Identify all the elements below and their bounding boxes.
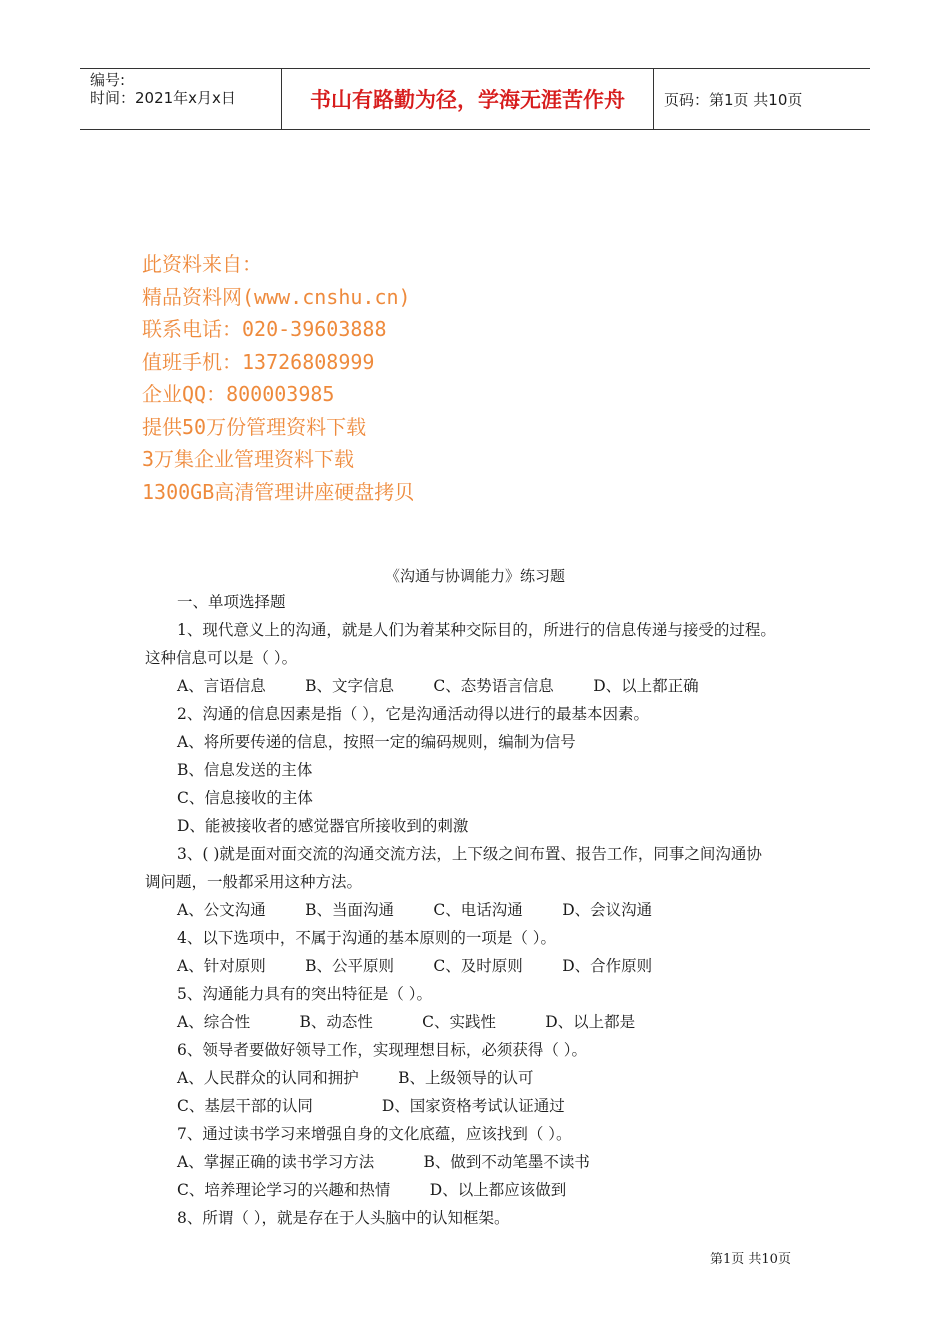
question-line: 2、沟通的信息因素是指（ ），它是沟通活动得以进行的最基本因素。 — [177, 705, 650, 723]
option-line: D、能被接收者的感觉器官所接收到的刺激 — [177, 817, 469, 835]
option-line: B、信息发送的主体 — [177, 761, 313, 779]
header-meta — [80, 69, 282, 129]
options-line: C、培养理论学习的兴趣和热情 D、以上都应该做到 — [177, 1181, 567, 1199]
question-line: 3、( )就是面对面交流的沟通交流方法，上下级之间布置、报告工作，同事之间沟通协 — [177, 845, 762, 863]
question-line: 1、现代意义上的沟通，就是人们为着某种交际目的，所进行的信息传递与接受的过程。 — [177, 621, 776, 639]
option-line: A、将所要传递的信息，按照一定的编码规则，编制为信号 — [177, 733, 576, 751]
header-number-label: 编号: — [90, 71, 126, 89]
header-time: 时间：2021年x月x日 — [90, 89, 236, 107]
ad-line: 此资料来自： — [142, 252, 262, 276]
question-line: 这种信息可以是（ ）。 — [145, 649, 298, 667]
question-line: 5、沟通能力具有的突出特征是（ ）。 — [177, 985, 433, 1003]
ad-line: 3万集企业管理资料下载 — [142, 447, 355, 471]
ad-line: 提供50万份管理资料下载 — [142, 414, 367, 439]
header-motto: 书山有路勤为径，学海无涯苦作舟 — [282, 69, 654, 129]
options-line: A、人民群众的认同和拥护 B、上级领导的认可 — [177, 1069, 534, 1087]
document-title: 《沟通与协调能力》练习题 — [384, 567, 565, 585]
question-line: 7、通过读书学习来增强自身的文化底蕴，应该找到（ ）。 — [177, 1125, 572, 1143]
ad-line: 精品资料网(www.cnshu.cn) — [142, 284, 411, 309]
options-line: C、基层干部的认同 D、国家资格考试认证通过 — [177, 1097, 565, 1115]
options-line: A、掌握正确的读书学习方法 B、做到不动笔墨不读书 — [177, 1153, 590, 1171]
header-page-info: 页码：第1页 共10页 — [664, 90, 803, 109]
ad-block — [142, 248, 414, 508]
question-line: 8、所谓（ ），就是存在于人头脑中的认知框架。 — [177, 1209, 510, 1227]
options-line: A、针对原则 B、公平原则 C、及时原则 D、合作原则 — [177, 957, 653, 975]
options-line: A、综合性 B、动态性 C、实践性 D、以上都是 — [177, 1013, 636, 1031]
ad-line: 联系电话：020-39603888 — [142, 317, 387, 341]
options-line: A、言语信息 B、文字信息 C、态势语言信息 D、以上都正确 — [177, 677, 699, 695]
question-line: 调问题，一般都采用这种方法。 — [145, 873, 363, 891]
document-body — [145, 588, 815, 1232]
ad-line: 企业QQ：800003985 — [142, 382, 335, 406]
ad-line: 1300GB高清管理讲座硬盘拷贝 — [142, 479, 415, 504]
question-line: 6、领导者要做好领导工作，实现理想目标，必须获得（ ）。 — [177, 1041, 588, 1059]
question-line: 4、以下选项中，不属于沟通的基本原则的一项是（ ）。 — [177, 929, 557, 947]
page-header — [80, 68, 870, 130]
ad-line: 值班手机：13726808999 — [142, 349, 375, 374]
section-heading: 一、单项选择题 — [177, 593, 286, 611]
page-footer: 第1页 共10页 — [710, 1252, 791, 1267]
options-line: A、公文沟通 B、当面沟通 C、电话沟通 D、会议沟通 — [177, 901, 653, 919]
option-line: C、信息接收的主体 — [177, 789, 313, 807]
